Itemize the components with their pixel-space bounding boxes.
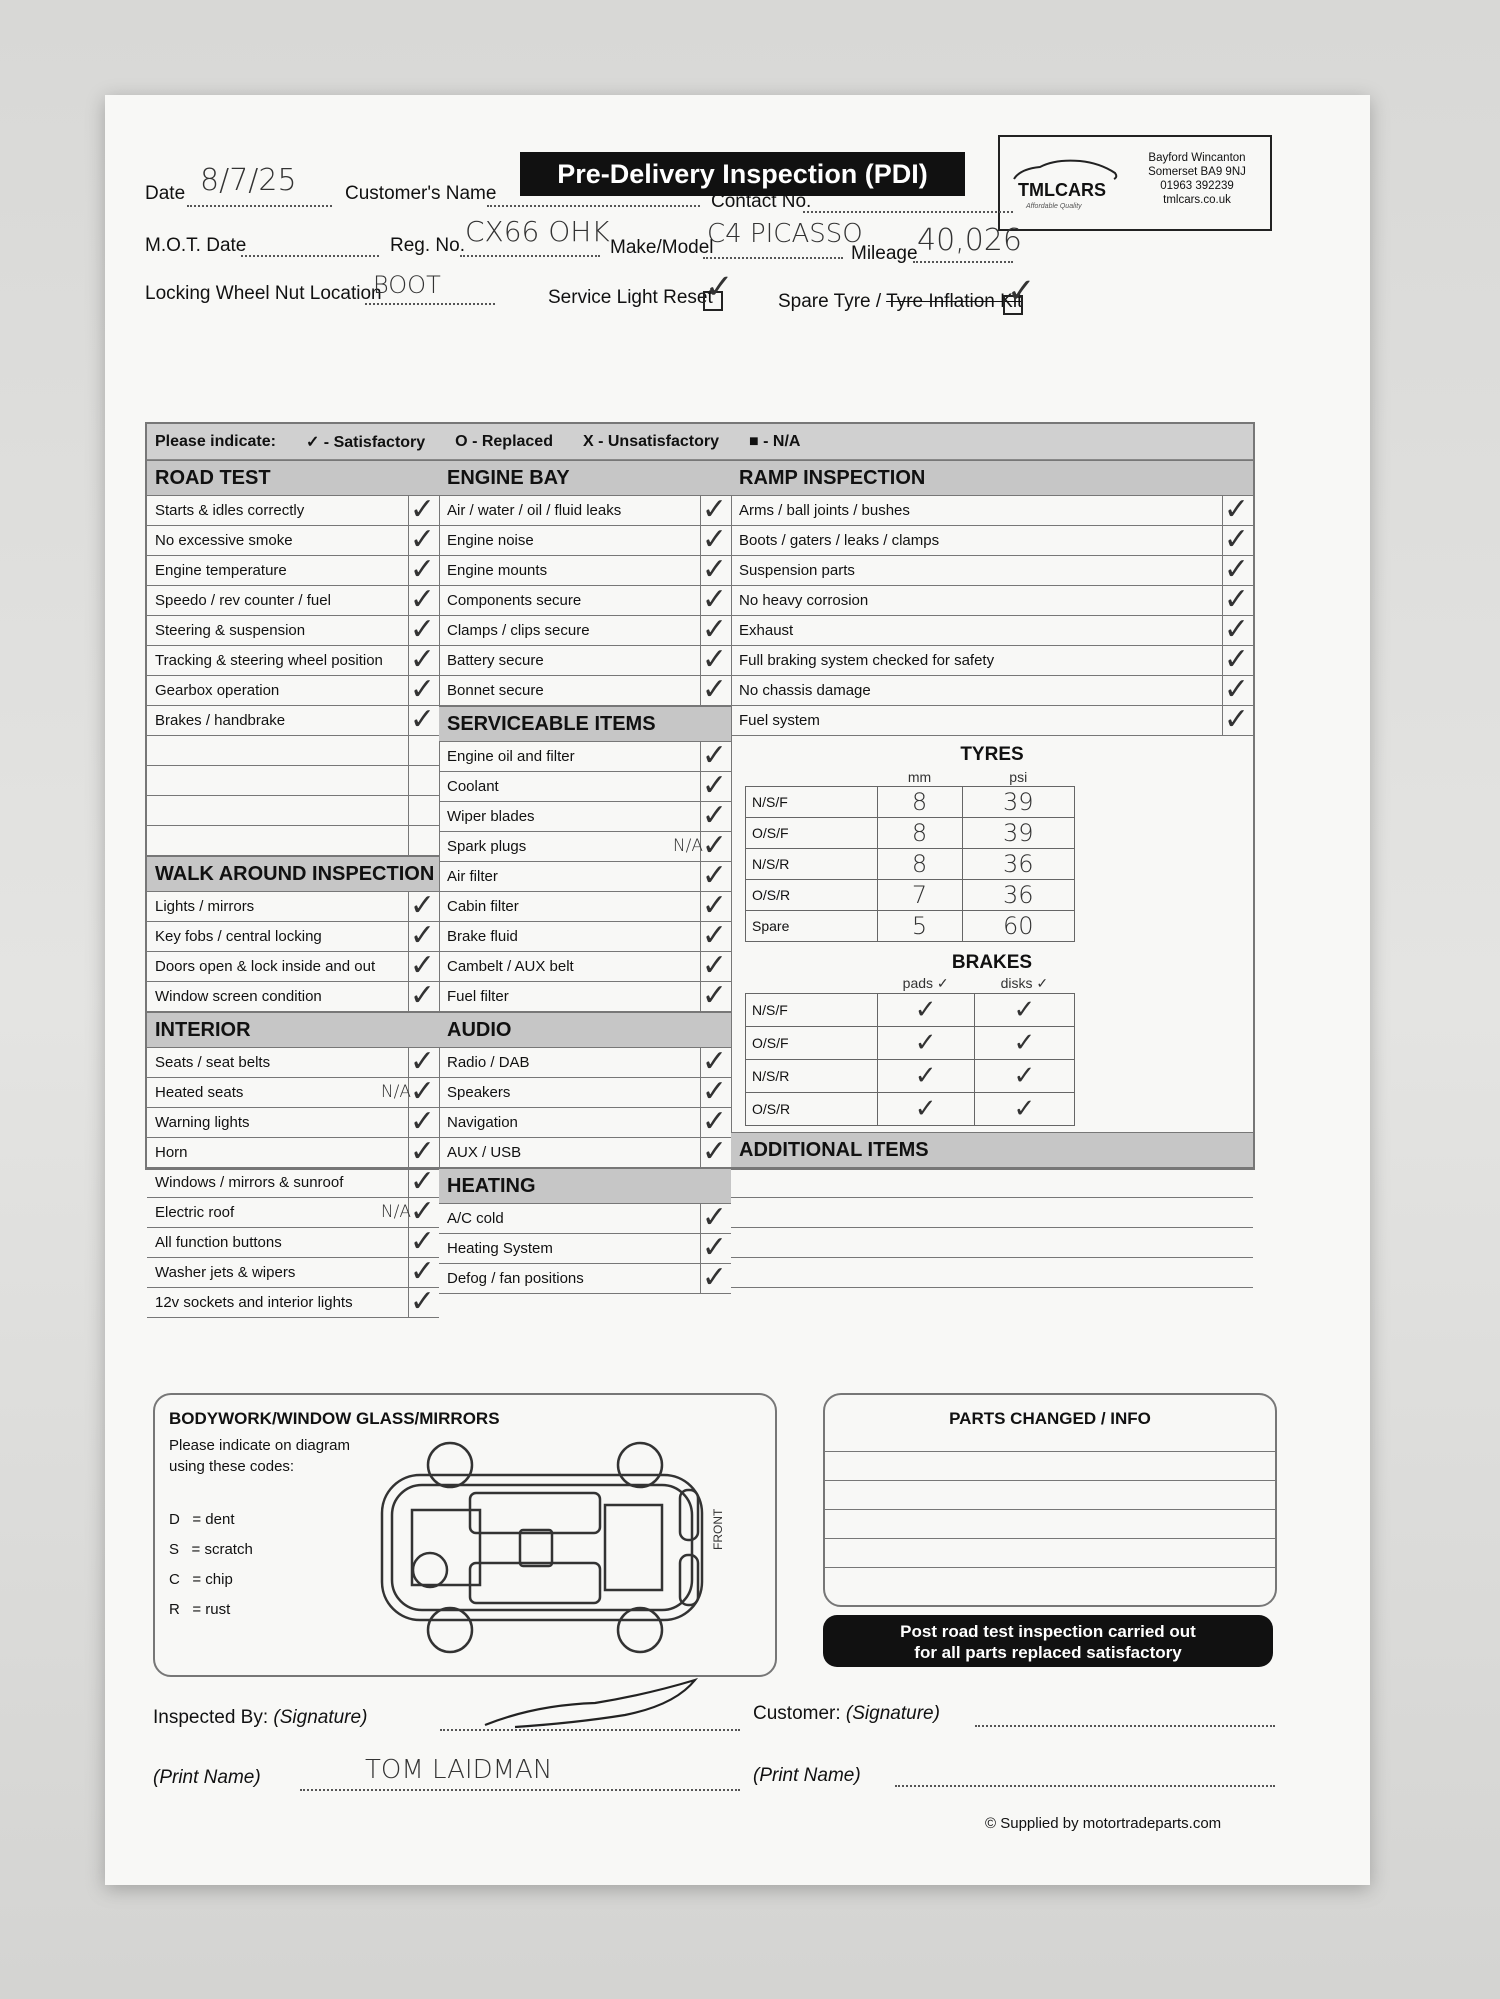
tyre-row: O/S/R 7 36 — [746, 880, 1075, 911]
check-mark-icon: ✓ — [701, 738, 727, 773]
check-mark-icon: ✓ — [974, 1027, 1074, 1060]
serviceable-label: Fuel filter — [447, 988, 509, 1005]
tyres-heading: TYRES — [960, 744, 1024, 765]
check-mark-icon: ✓ — [701, 1044, 727, 1079]
road_test-label: No excessive smoke — [155, 532, 293, 549]
check-mark-icon: ✓ — [409, 612, 435, 647]
customer-print-field[interactable] — [895, 1785, 1275, 1787]
check-mark-icon: ✓ — [409, 1284, 435, 1319]
engine_bay-row[interactable] — [439, 582, 731, 617]
road_test-row[interactable] — [147, 612, 439, 647]
check-mark-icon: ✓ — [701, 672, 727, 707]
engine_bay-label: Engine mounts — [447, 562, 548, 579]
check-mark-icon: ✓ — [409, 492, 435, 527]
check-mark-icon: ✓ — [877, 994, 974, 1027]
form-title: Pre-Delivery Inspection (PDI) — [520, 152, 965, 196]
na-mark: N/A — [380, 1082, 411, 1102]
date-field[interactable] — [187, 205, 332, 207]
ramp-row[interactable] — [731, 642, 1253, 677]
check-mark-icon: ✓ — [701, 522, 727, 557]
check-mark-icon: ✓ — [701, 1260, 727, 1295]
code-dent: D = dent — [169, 1511, 235, 1528]
make-model-field[interactable] — [703, 257, 843, 259]
heating-row[interactable] — [439, 1200, 731, 1235]
heating-label: Defog / fan positions — [447, 1270, 584, 1287]
heating-label: A/C cold — [447, 1210, 504, 1227]
parts-line[interactable] — [825, 1452, 1275, 1481]
engine_bay-label: Air / water / oil / fluid leaks — [447, 502, 622, 519]
tyre-row: O/S/F 8 39 — [746, 818, 1075, 849]
serviceable-row[interactable] — [439, 738, 731, 773]
serviceable-label: Cabin filter — [447, 898, 519, 915]
interior-row[interactable] — [147, 1044, 439, 1079]
check-mark-icon: ✓ — [974, 1060, 1074, 1093]
serviceable-row[interactable] — [439, 858, 731, 893]
right-column — [731, 460, 1253, 1168]
audio-label: AUX / USB — [447, 1144, 522, 1161]
na-mark: N/A — [672, 836, 703, 856]
legend-bar: Please indicate: ✓ - Satisfactory O - Replaced X - Unsatisfactory ■ - N/A — [147, 424, 1253, 460]
serviceable-label: Engine oil and filter — [447, 748, 575, 765]
serviceable-row[interactable] — [439, 948, 731, 983]
mot-date-label: M.O.T. Date — [145, 235, 247, 256]
interior-label: Warning lights — [155, 1114, 250, 1131]
check-mark-icon: ✓ — [409, 948, 435, 983]
road_test-label: Engine temperature — [155, 562, 287, 579]
car-diagram-icon[interactable] — [370, 1435, 750, 1655]
heating-row[interactable] — [439, 1260, 731, 1295]
check-mark-icon: ✓ — [701, 552, 727, 587]
customer-name-field[interactable] — [487, 205, 700, 207]
inspector-print-value: TOM LAIDMAN — [365, 1755, 553, 1785]
contact-label: Contact No. — [711, 191, 812, 212]
brake-row: O/S/R ✓ ✓ — [746, 1093, 1075, 1126]
check-mark-icon: ✓ — [409, 522, 435, 557]
mot-date-field[interactable] — [241, 255, 379, 257]
check-mark-icon: ✓ — [974, 994, 1074, 1027]
code-scratch: S = scratch — [169, 1541, 253, 1558]
service-light-tick: ✓ — [705, 267, 734, 307]
check-mark-icon: ✓ — [701, 858, 727, 893]
interior-row[interactable] — [147, 1134, 439, 1169]
heating-row[interactable] — [439, 1230, 731, 1265]
ramp-heading: RAMP INSPECTION — [731, 460, 1253, 496]
check-mark-icon: ✓ — [877, 1027, 974, 1060]
road_test-label: Speedo / rev counter / fuel — [155, 592, 331, 609]
ramp-row[interactable] — [731, 582, 1253, 617]
check-mark-icon: ✓ — [877, 1093, 974, 1126]
bodywork-instruction: Please indicate on diagram using these codes: — [169, 1437, 350, 1475]
footer-credit: © Supplied by motortradeparts.com — [985, 1815, 1222, 1832]
brake-row: O/S/F ✓ ✓ — [746, 1027, 1075, 1060]
post-road-test-banner: Post road test inspection carried out for all parts replaced satisfactory — [823, 1615, 1273, 1667]
ramp-label: Fuel system — [739, 712, 820, 729]
interior-label: Electric roof — [155, 1204, 235, 1221]
check-mark-icon: ✓ — [701, 918, 727, 953]
inspector-signature-scribble — [475, 1675, 715, 1735]
road_test-row[interactable] — [147, 702, 439, 737]
ramp-row[interactable] — [731, 492, 1253, 527]
serviceable-row[interactable] — [439, 828, 731, 863]
engine_bay-label: Clamps / clips secure — [447, 622, 590, 639]
inspector-print-label: (Print Name) — [153, 1767, 261, 1788]
engine_bay-row[interactable] — [439, 672, 731, 707]
dealer-address: Bayford Wincanton Somerset BA9 9NJ 01963 392239 tmlcars.co.uk — [1148, 152, 1246, 206]
bodywork-heading: BODYWORK/WINDOW GLASS/MIRRORS — [169, 1409, 500, 1428]
check-mark-icon: ✓ — [701, 582, 727, 617]
road_test-row[interactable] — [147, 492, 439, 527]
customer-signature-label: Customer: (Signature) — [753, 1703, 940, 1724]
check-mark-icon: ✓ — [701, 888, 727, 923]
audio-row[interactable] — [439, 1104, 731, 1139]
spare-tyre-tick: ✓ — [1007, 271, 1036, 311]
additional-row[interactable] — [731, 1198, 1253, 1228]
blank-row[interactable] — [147, 766, 439, 796]
check-mark-icon: ✓ — [409, 642, 435, 677]
mileage-field[interactable] — [913, 261, 1013, 263]
inspected-by-label: Inspected By: (Signature) — [153, 1707, 368, 1728]
serviceable-row[interactable] — [439, 918, 731, 953]
ramp-label: Exhaust — [739, 622, 794, 639]
make-model-value: C4 PICASSO — [707, 219, 863, 249]
road_test-label: Brakes / handbrake — [155, 712, 286, 729]
engine_bay-label: Components secure — [447, 592, 582, 609]
serviceable-row[interactable] — [439, 888, 731, 923]
engine_bay-row[interactable] — [439, 552, 731, 587]
interior-label: Seats / seat belts — [155, 1054, 271, 1071]
check-mark-icon: ✓ — [409, 1254, 435, 1289]
audio-label: Radio / DAB — [447, 1054, 530, 1071]
code-rust: R = rust — [169, 1601, 231, 1618]
svg-text:FRONT: FRONT — [711, 1508, 725, 1550]
ramp-row[interactable] — [731, 672, 1253, 707]
tyres-table: mm psi N/S/F 8 39 O/S/F 8 39 N/S/R 8 36 O/S/R 7 36 Spare 5 60 — [745, 768, 1075, 942]
left-column — [147, 460, 440, 1319]
check-mark-icon: ✓ — [701, 1230, 727, 1265]
interior-label: 12v sockets and interior lights — [155, 1294, 353, 1311]
date-label: Date — [145, 183, 186, 204]
serviceable-label: Wiper blades — [447, 808, 535, 825]
check-mark-icon: ✓ — [409, 888, 435, 923]
check-mark-icon: ✓ — [1223, 492, 1249, 527]
pdi-form-sheet — [105, 95, 1370, 1885]
check-mark-icon: ✓ — [409, 672, 435, 707]
check-mark-icon: ✓ — [409, 1134, 435, 1169]
check-mark-icon: ✓ — [701, 492, 727, 527]
interior-row[interactable] — [147, 1104, 439, 1139]
date-value: 8/7/25 — [200, 163, 297, 198]
ramp-row[interactable] — [731, 522, 1253, 557]
audio-row[interactable] — [439, 1134, 731, 1169]
check-mark-icon: ✓ — [1223, 702, 1249, 737]
serviceable-label: Cambelt / AUX belt — [447, 958, 574, 975]
heating-label: Heating System — [447, 1240, 553, 1257]
reg-label: Reg. No. — [390, 235, 465, 256]
reg-value: CX66 OHK — [465, 215, 610, 248]
serviceable-label: Air filter — [447, 868, 498, 885]
interior-row[interactable] — [147, 1164, 439, 1199]
reg-field[interactable] — [460, 255, 600, 257]
check-mark-icon: ✓ — [701, 1104, 727, 1139]
check-mark-icon: ✓ — [701, 612, 727, 647]
check-mark-icon: ✓ — [701, 828, 727, 863]
tyre-row: N/S/F 8 39 — [746, 787, 1075, 818]
walk-around-heading: WALK AROUND INSPECTION — [147, 856, 439, 892]
service-light-label: Service Light Reset — [548, 287, 713, 308]
road_test-label: Gearbox operation — [155, 682, 280, 699]
check-mark-icon: ✓ — [701, 978, 727, 1013]
engine_bay-label: Bonnet secure — [447, 682, 544, 699]
engine_bay-row[interactable] — [439, 492, 731, 527]
ramp-label: Full braking system checked for safety — [739, 652, 995, 669]
customer-name-label: Customer's Name — [345, 183, 497, 204]
audio-label: Navigation — [447, 1114, 518, 1131]
audio-heading: AUDIO — [439, 1012, 731, 1048]
parts-line[interactable] — [825, 1481, 1275, 1510]
check-mark-icon: ✓ — [409, 1164, 435, 1199]
brake-row: N/S/F ✓ ✓ — [746, 994, 1075, 1027]
check-mark-icon: ✓ — [1223, 672, 1249, 707]
parts-line[interactable] — [825, 1429, 1275, 1452]
road_test-label: Steering & suspension — [155, 622, 306, 639]
ramp-label: Suspension parts — [739, 562, 855, 579]
engine_bay-row[interactable] — [439, 522, 731, 557]
check-mark-icon: ✓ — [701, 948, 727, 983]
code-chip: C = chip — [169, 1571, 233, 1588]
check-mark-icon: ✓ — [877, 1060, 974, 1093]
road-test-heading: ROAD TEST — [147, 460, 439, 496]
additional-row[interactable] — [731, 1228, 1253, 1258]
check-mark-icon: ✓ — [701, 768, 727, 803]
middle-column — [439, 460, 732, 1295]
road_test-row[interactable] — [147, 582, 439, 617]
check-mark-icon: ✓ — [1223, 582, 1249, 617]
road_test-label: Tracking & steering wheel position — [155, 652, 383, 669]
contact-field[interactable] — [803, 211, 1013, 213]
additional-heading: ADDITIONAL ITEMS — [731, 1132, 1253, 1168]
check-mark-icon: ✓ — [1223, 522, 1249, 557]
check-mark-icon: ✓ — [409, 1104, 435, 1139]
locking-nut-value: BOOT — [373, 271, 441, 299]
check-mark-icon: ✓ — [409, 702, 435, 737]
check-mark-icon: ✓ — [409, 552, 435, 587]
blank-row[interactable] — [147, 736, 439, 766]
locking-nut-label: Locking Wheel Nut Location — [145, 283, 382, 304]
check-mark-icon: ✓ — [409, 1224, 435, 1259]
interior-row[interactable] — [147, 1194, 439, 1229]
check-mark-icon: ✓ — [974, 1093, 1074, 1126]
ramp-label: No heavy corrosion — [739, 592, 869, 609]
interior-label: All function buttons — [155, 1234, 282, 1251]
audio-row[interactable] — [439, 1074, 731, 1109]
walk_around-label: Window screen condition — [155, 988, 322, 1005]
serviceable-label: Spark plugs — [447, 838, 527, 855]
mileage-value: 40,026 — [917, 223, 1022, 258]
check-mark-icon: ✓ — [409, 918, 435, 953]
brakes-heading: BRAKES — [951, 952, 1033, 973]
check-mark-icon: ✓ — [1223, 642, 1249, 677]
ramp-label: No chassis damage — [739, 682, 871, 699]
check-mark-icon: ✓ — [409, 1194, 435, 1229]
ramp-row[interactable] — [731, 612, 1253, 647]
serviceable-label: Coolant — [447, 778, 499, 795]
ramp-row[interactable] — [731, 552, 1253, 587]
audio-row[interactable] — [439, 1044, 731, 1079]
tyre-row: Spare 5 60 — [746, 911, 1075, 942]
parts-line[interactable] — [825, 1539, 1275, 1568]
additional-row[interactable] — [731, 1258, 1253, 1288]
logo-name: TMLCARS — [1018, 180, 1106, 200]
road_test-row[interactable] — [147, 552, 439, 587]
interior-label: Washer jets & wipers — [155, 1264, 296, 1281]
engine_bay-row[interactable] — [439, 642, 731, 677]
mileage-label: Mileage — [851, 243, 918, 264]
serviceable-row[interactable] — [439, 768, 731, 803]
blank-row[interactable] — [147, 796, 439, 826]
customer-signature-field[interactable] — [975, 1725, 1275, 1727]
walk_around-label: Key fobs / central locking — [155, 928, 322, 945]
check-mark-icon: ✓ — [409, 1044, 435, 1079]
check-mark-icon: ✓ — [1223, 552, 1249, 587]
parts-heading: PARTS CHANGED / INFO — [949, 1409, 1151, 1428]
interior-row[interactable] — [147, 1284, 439, 1319]
interior-heading: INTERIOR — [147, 1012, 439, 1048]
serviceable-label: Brake fluid — [447, 928, 518, 945]
check-mark-icon: ✓ — [409, 582, 435, 617]
engine_bay-row[interactable] — [439, 612, 731, 647]
inspector-print-field[interactable] — [300, 1789, 740, 1791]
blank-row[interactable] — [147, 826, 439, 856]
bodywork-panel — [153, 1393, 777, 1677]
heating-heading: HEATING — [439, 1168, 731, 1204]
ramp-label: Boots / gaters / leaks / clamps — [739, 532, 940, 549]
interior-row[interactable] — [147, 1254, 439, 1289]
logo-tagline: Affordable Quality — [1026, 203, 1082, 210]
make-model-label: Make/Model — [610, 237, 714, 258]
road_test-row[interactable] — [147, 672, 439, 707]
brakes-table: pads ✓ disks ✓ N/S/F ✓ ✓ O/S/F ✓ ✓ N/S/R ✓ ✓ O/S/R ✓ ✓ — [745, 974, 1075, 1126]
check-mark-icon: ✓ — [701, 1134, 727, 1169]
walk_around-row[interactable] — [147, 978, 439, 1013]
walk_around-row[interactable] — [147, 918, 439, 953]
parts-line[interactable] — [825, 1510, 1275, 1539]
ramp-label: Arms / ball joints / bushes — [739, 502, 910, 519]
interior-row[interactable] — [147, 1074, 439, 1109]
interior-row[interactable] — [147, 1224, 439, 1259]
serviceable-row[interactable] — [439, 798, 731, 833]
check-mark-icon: ✓ — [409, 1074, 435, 1109]
check-mark-icon: ✓ — [701, 798, 727, 833]
serviceable-heading: SERVICEABLE ITEMS — [439, 706, 731, 742]
road_test-row[interactable] — [147, 642, 439, 677]
audio-label: Speakers — [447, 1084, 511, 1101]
walk_around-row[interactable] — [147, 888, 439, 923]
walk_around-label: Doors open & lock inside and out — [155, 958, 376, 975]
check-mark-icon: ✓ — [701, 1200, 727, 1235]
additional-row[interactable] — [731, 1168, 1253, 1198]
na-mark: N/A — [380, 1202, 411, 1222]
interior-label: Windows / mirrors & sunroof — [155, 1174, 344, 1191]
check-mark-icon: ✓ — [409, 978, 435, 1013]
locking-nut-field[interactable] — [365, 303, 495, 305]
walk_around-row[interactable] — [147, 948, 439, 983]
road_test-label: Starts & idles correctly — [155, 502, 305, 519]
check-mark-icon: ✓ — [1223, 612, 1249, 647]
interior-label: Horn — [155, 1144, 188, 1161]
engine-bay-heading: ENGINE BAY — [439, 460, 731, 496]
brake-row: N/S/R ✓ ✓ — [746, 1060, 1075, 1093]
check-mark-icon: ✓ — [701, 642, 727, 677]
ramp-row[interactable] — [731, 702, 1253, 737]
engine_bay-label: Battery secure — [447, 652, 544, 669]
road_test-row[interactable] — [147, 522, 439, 557]
walk_around-label: Lights / mirrors — [155, 898, 255, 915]
serviceable-row[interactable] — [439, 978, 731, 1013]
parts-changed-panel — [823, 1393, 1277, 1607]
tyre-row: N/S/R 8 36 — [746, 849, 1075, 880]
engine_bay-label: Engine noise — [447, 532, 534, 549]
spare-tyre-label: Spare Tyre / Tyre Inflation Kit — [778, 291, 1023, 312]
check-mark-icon: ✓ — [701, 1074, 727, 1109]
interior-label: Heated seats — [155, 1084, 244, 1101]
customer-print-label: (Print Name) — [753, 1765, 861, 1786]
damage-codes — [169, 1505, 253, 1625]
checklist-table — [145, 422, 1255, 1319]
dealer-logo — [998, 135, 1272, 231]
